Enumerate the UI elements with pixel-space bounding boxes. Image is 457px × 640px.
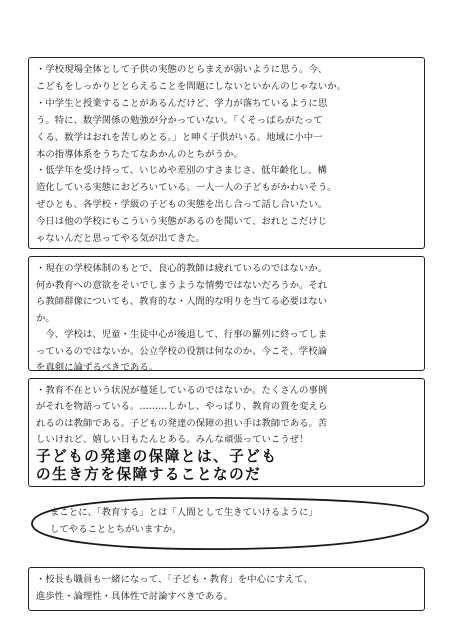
- text-line: 進歩性・論理性・具体性で討論すべきである。: [36, 590, 234, 602]
- text-line: ・学校現場全体として子供の実態のとらまえが弱いように思う。今、: [36, 64, 328, 75]
- text-line: ・現在の学校体制のもとで、良心的教師は疲れているのではないか。: [36, 263, 328, 274]
- text-line: れるのは教師である。子どもの発達の保障の担い手は教師である。苦: [36, 417, 328, 429]
- text-line: 今、学校は、児童・生徒中心が後退して、行事の羅列に終ってしま: [36, 329, 328, 340]
- text-line: ぜひとも、各学校・学級の子どもの実態を出し合って話し合いたい。: [36, 199, 328, 211]
- text-line: しいけれど、嬉しい日もたんとある。みんな頑張っていこうぜ！: [36, 433, 309, 445]
- text-line: ・教育不在という状況が蔓延しているのではないか。たくさんの事例: [36, 385, 328, 396]
- emphasis-line: 子どもの発達の保障とは、子ども: [36, 448, 278, 466]
- comment-box-2: [28, 256, 425, 371]
- text-line: か。: [36, 312, 55, 324]
- text-line: 造化している実態におどろいている。一人一人の子どもがかわいそう。: [36, 182, 337, 194]
- text-line: う。特に、数学関係の勉強が分かっていない。「くそっぱらがたって: [36, 114, 323, 126]
- text-line: ら教師群像についても、教育的な・人間的な明りを当てる必要はない: [36, 296, 328, 307]
- text-line: ・校長も職員も一緒になって、「子ども・教育」を中心にすえて、: [36, 574, 313, 585]
- text-line: を真剣に論ずるべきである。: [36, 362, 159, 373]
- text-line: ・低学年を受け持って、いじめや差別のすさまじさ、低年齢化し、構: [36, 165, 327, 177]
- text-line: 今日は他の学校にもこういう実態があるのを聞いて、おれとこだけじ: [36, 216, 328, 228]
- text-line: 何か教育への意欲をそいでしまうような情勢ではないだろうか。それ: [36, 279, 328, 291]
- text-line: してやることとちがいますか。: [50, 524, 182, 535]
- comment-box-4: [28, 567, 425, 611]
- text-line: くる、数学はおれを苦しめとる。」と呻く子供がいる。地域に小中一: [36, 131, 323, 143]
- text-line: がそれを物語っている。………しかし、やっぱり、教育の質を変えら: [36, 401, 328, 413]
- text-line: っているのではないか。公立学校の役割は何なのか、今こそ、学校論: [36, 345, 328, 357]
- text-line: まことに、「教育する」とは「人間として生きていけるように」: [50, 507, 318, 518]
- text-line: 本の指導体系をうちたてなあかんのとちがうか。: [36, 148, 243, 160]
- text-line: こどもをしっかりととらえることを問題にしないといかんのじゃないか。: [36, 80, 347, 92]
- oval-text: [50, 504, 420, 538]
- text-line: ・中学生と授業することがあるんだけど、学力が落ちているように思: [36, 97, 328, 109]
- text-line: ゃないんだと思ってやる気が出てきた。: [36, 233, 206, 245]
- comment-box-1: [28, 57, 425, 249]
- emphasis-line: の生き方を保障することなのだ: [36, 466, 262, 484]
- comment-box-3: [28, 378, 425, 487]
- oval-callout: [20, 493, 438, 555]
